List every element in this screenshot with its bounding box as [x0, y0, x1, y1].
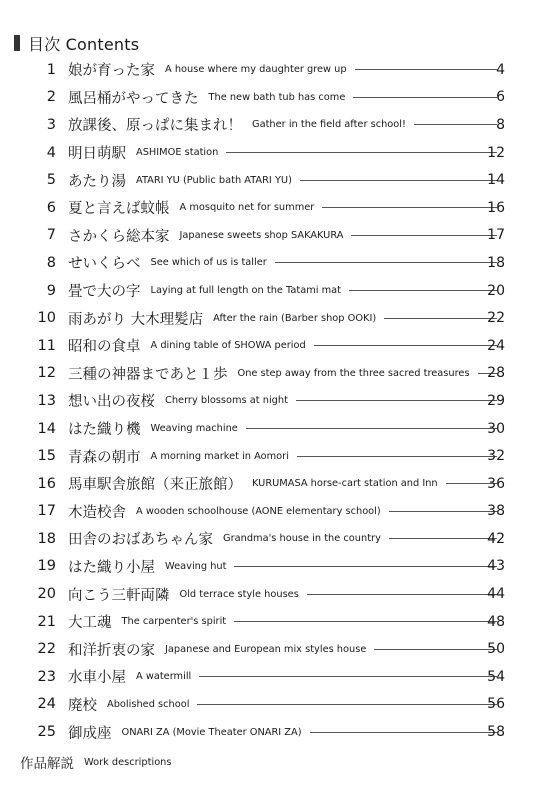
entry-number: 21	[37, 613, 56, 630]
toc-row[interactable]	[0, 415, 545, 443]
entry-title-en: The new bath tub has come	[208, 91, 346, 103]
entry-title-jp: 娘が育った家	[68, 63, 155, 80]
toc-row[interactable]	[0, 332, 545, 360]
toc-row[interactable]	[0, 663, 545, 691]
page-number: 48	[487, 613, 505, 630]
toc-row[interactable]	[0, 525, 545, 553]
toc-row[interactable]	[0, 691, 545, 719]
entry-title-jp: 大工魂	[68, 615, 112, 632]
entry-title-en: A dining table of SHOWA period	[150, 340, 306, 352]
toc-row[interactable]	[0, 718, 545, 746]
toc-row[interactable]	[0, 304, 545, 332]
page-number: 4	[496, 61, 505, 78]
entry-content	[68, 584, 503, 605]
page-number: 17	[487, 227, 505, 244]
entry-content	[68, 446, 503, 467]
entry-title-en: Weaving machine	[150, 423, 238, 435]
entry-title-jp: 田舎のおばあちゃん家	[68, 532, 213, 549]
toc-row[interactable]	[0, 470, 545, 498]
dot-leader	[199, 676, 497, 677]
entry-content	[68, 418, 503, 439]
toc-row[interactable]	[0, 387, 545, 415]
entry-number: 9	[46, 282, 56, 299]
page-number: 12	[487, 144, 505, 161]
page-number: 29	[487, 392, 505, 409]
page-number: 6	[496, 89, 505, 106]
footer-title-jp: 作品解説	[20, 756, 74, 772]
page-number: 24	[487, 337, 505, 354]
entry-title-en: ATARI YU (Public bath ATARI YU)	[136, 174, 292, 186]
toc-row[interactable]	[0, 635, 545, 663]
entry-number: 19	[37, 558, 56, 575]
entry-number: 18	[37, 530, 56, 547]
toc-header	[14, 32, 139, 54]
entry-title-jp: 畳で大の字	[68, 284, 141, 301]
toc-row[interactable]	[0, 222, 545, 250]
page-number: 8	[496, 116, 505, 133]
toc-row[interactable]	[0, 277, 545, 305]
page-number: 54	[487, 668, 505, 685]
entry-title-jp: せいくらべ	[68, 256, 141, 273]
entry-number: 11	[37, 337, 56, 354]
toc-row[interactable]	[0, 56, 545, 84]
entry-number: 13	[37, 392, 56, 409]
entry-content	[68, 556, 503, 577]
entry-title-jp: 水車小屋	[68, 670, 126, 687]
entry-number: 3	[46, 116, 56, 133]
toc-row[interactable]	[0, 249, 545, 277]
entry-title-jp: 馬車駅舎旅館（来正旅館）	[68, 477, 242, 494]
entry-title-en: After the rain (Barber shop OOKI)	[213, 312, 377, 324]
entry-content	[68, 59, 503, 80]
page-number: 30	[487, 420, 505, 437]
entry-content	[68, 694, 503, 715]
entry-title-jp: はた織り小屋	[68, 559, 155, 576]
page-number: 43	[487, 558, 505, 575]
page-number: 44	[487, 586, 505, 603]
entry-number: 8	[46, 254, 56, 271]
page-number: 50	[487, 641, 505, 658]
entry-title-en: A watermill	[136, 671, 192, 683]
entry-title-en: A wooden schoolhouse (AONE elementary school)	[136, 505, 381, 517]
dot-leader	[275, 262, 497, 263]
entry-content	[68, 308, 503, 329]
page-number: 18	[487, 254, 505, 271]
page-number: 16	[487, 199, 505, 216]
page-number: 42	[487, 530, 505, 547]
page-number: 14	[487, 172, 505, 189]
toc-row[interactable]	[0, 194, 545, 222]
entry-number: 25	[37, 724, 56, 741]
toc-row[interactable]	[0, 166, 545, 194]
entry-title-jp: 放課後、原っぱに集まれ！	[68, 118, 242, 135]
page-number: 28	[487, 365, 505, 382]
entry-content	[68, 114, 503, 135]
toc-row[interactable]	[0, 442, 545, 470]
entry-title-en: Japanese sweets shop SAKAKURA	[179, 229, 344, 241]
entry-title-jp: 風呂桶がやってきた	[68, 90, 199, 107]
entry-number: 14	[37, 420, 56, 437]
page-title: 目次 Contents	[28, 34, 140, 54]
entry-title-en: Grandma's house in the country	[223, 533, 381, 545]
entry-number: 20	[37, 586, 56, 603]
entry-title-jp: 向こう三軒両隣	[68, 587, 170, 604]
page-number: 20	[487, 282, 505, 299]
dot-leader	[226, 152, 497, 153]
entry-title-jp: はた織り機	[68, 422, 141, 439]
entry-title-jp: 木造校舎	[68, 504, 126, 521]
entry-title-en: The carpenter's spirit	[121, 616, 227, 628]
toc-row[interactable]	[0, 553, 545, 581]
toc-row[interactable]	[0, 111, 545, 139]
entry-title-jp: 和洋折衷の家	[68, 642, 155, 659]
entry-number: 15	[37, 448, 56, 465]
dot-leader	[234, 621, 497, 622]
entry-title-en: Laying at full length on the Tatami mat	[150, 285, 342, 297]
toc-row[interactable]	[0, 84, 545, 112]
entry-content	[68, 335, 503, 356]
entry-number: 17	[37, 503, 56, 520]
footer-title-en: Work descriptions	[84, 756, 172, 768]
page-number: 32	[487, 448, 505, 465]
entry-content	[68, 280, 503, 301]
entry-title-jp: 廃校	[68, 697, 97, 714]
entry-content	[68, 722, 503, 743]
dot-leader	[246, 428, 497, 429]
header-marker	[14, 35, 20, 51]
entry-title-jp: 御成座	[68, 725, 112, 742]
entry-title-en: Old terrace style houses	[179, 588, 299, 600]
entry-content	[68, 87, 503, 108]
page-number: 36	[487, 475, 505, 492]
toc-row[interactable]	[0, 139, 545, 167]
entry-title-jp: 夏と言えば蚊帳	[68, 201, 170, 218]
entry-title-jp: 想い出の夜桜	[68, 394, 155, 411]
entry-title-en: A house where my daughter grew up	[165, 64, 347, 76]
entry-number: 16	[37, 475, 56, 492]
entry-title-jp: 昭和の食卓	[68, 339, 141, 356]
entry-number: 5	[46, 172, 56, 189]
entry-content	[68, 252, 503, 273]
entry-content	[68, 170, 503, 191]
entry-number: 7	[46, 227, 56, 244]
entry-title-en: Abolished school	[107, 698, 190, 710]
entry-content	[68, 197, 503, 218]
entry-title-jp: 雨あがり 大木理髪店	[68, 311, 204, 328]
dot-leader	[234, 566, 497, 567]
entry-content	[68, 611, 503, 632]
entry-content	[68, 528, 503, 549]
entry-title-en: One step away from the three sacred treasures	[237, 367, 470, 379]
toc-row[interactable]	[0, 608, 545, 636]
entry-content	[68, 473, 503, 494]
entry-content	[68, 142, 503, 163]
page-number: 56	[487, 696, 505, 713]
page-number: 38	[487, 503, 505, 520]
entry-number: 4	[46, 144, 56, 161]
entry-content	[68, 225, 503, 246]
entry-number: 10	[37, 310, 56, 327]
entry-title-jp: 青森の朝市	[68, 449, 141, 466]
entry-title-en: ASHIMOE station	[136, 147, 219, 159]
entry-title-en: KURUMASA horse-cart station and Inn	[252, 478, 438, 490]
page-number: 58	[487, 724, 505, 741]
entry-content	[68, 390, 503, 411]
entry-number: 23	[37, 668, 56, 685]
entry-title-jp: 明日萌駅	[68, 146, 126, 163]
entry-number: 1	[46, 61, 56, 78]
entry-number: 6	[46, 199, 56, 216]
entry-title-en: Cherry blossoms at night	[165, 395, 288, 407]
entry-content	[68, 639, 503, 660]
entry-title-en: See which of us is taller	[150, 257, 267, 269]
entry-content	[68, 501, 503, 522]
entry-title-en: Gather in the field after school!	[252, 119, 406, 131]
entry-number: 2	[46, 89, 56, 106]
toc-row[interactable]	[0, 580, 545, 608]
entry-title-en: A morning market in Aomori	[150, 450, 289, 462]
entry-title-en: A mosquito net for summer	[179, 202, 315, 214]
entry-number: 12	[37, 365, 56, 382]
page-number: 22	[487, 310, 505, 327]
entry-number: 24	[37, 696, 56, 713]
entry-title-jp: あたり湯	[68, 173, 126, 190]
entry-title-jp: さかくら総本家	[68, 228, 170, 245]
entry-title-jp: 三種の神器まであと１歩	[68, 366, 228, 383]
dot-leader	[197, 704, 497, 705]
toc-row[interactable]	[0, 498, 545, 526]
table-of-contents	[0, 56, 545, 746]
entry-title-en: Japanese and European mix styles house	[165, 643, 367, 655]
entry-number: 22	[37, 641, 56, 658]
entry-content	[68, 363, 503, 384]
entry-title-en: ONARI ZA (Movie Theater ONARI ZA)	[121, 726, 302, 738]
toc-footer-entry[interactable]	[20, 752, 172, 772]
entry-content	[68, 666, 503, 687]
entry-title-en: Weaving hut	[165, 560, 227, 572]
toc-row[interactable]	[0, 360, 545, 388]
